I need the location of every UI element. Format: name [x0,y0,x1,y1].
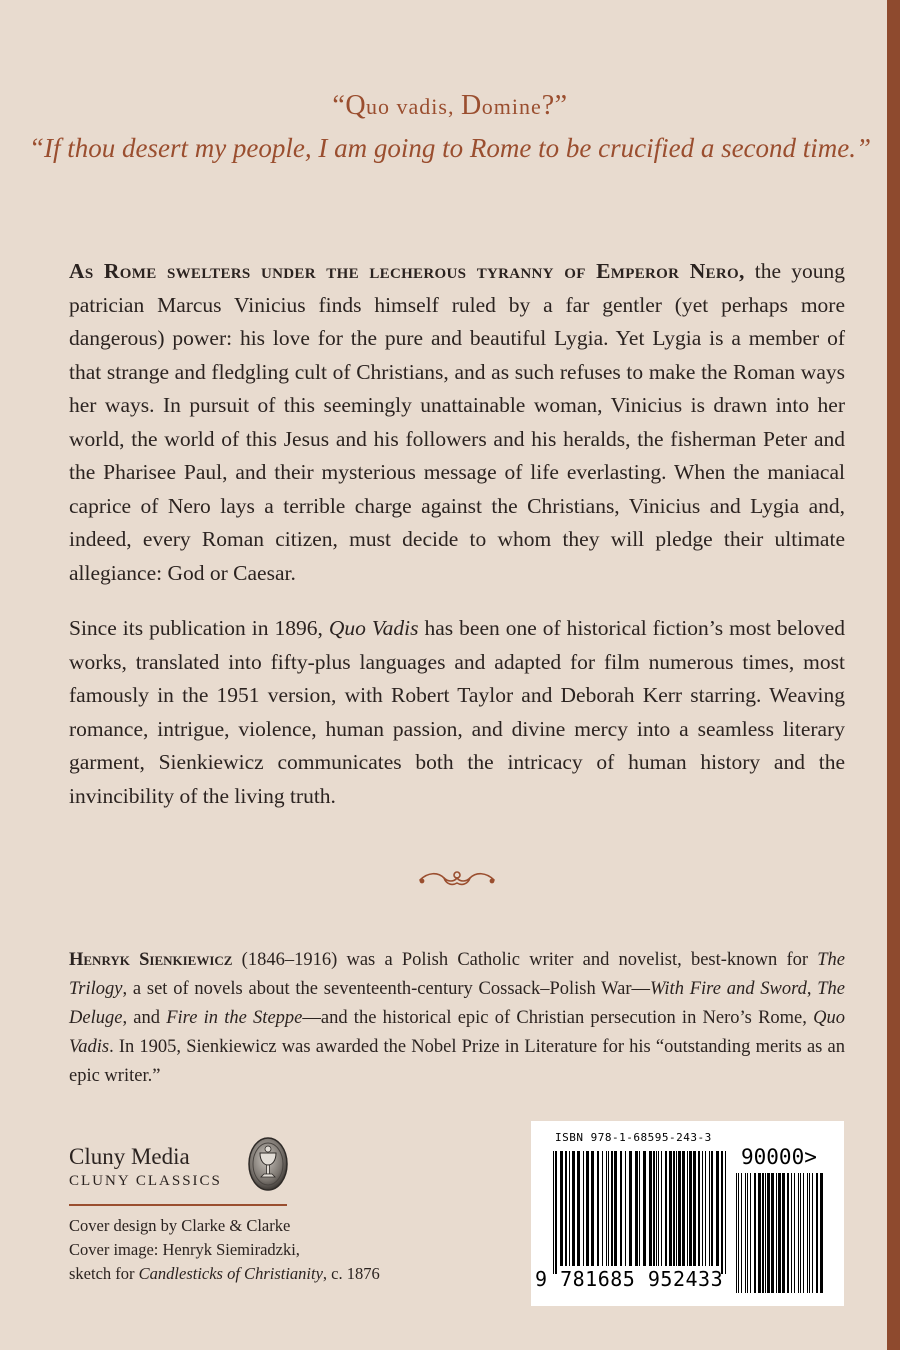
barcode-bar [709,1151,710,1266]
barcode-bar [767,1173,770,1293]
barcode-bar [765,1173,766,1293]
credit-design: Cover design by Clarke & Clarke [69,1216,291,1235]
barcode-bar [741,1173,742,1293]
barcode-bar [614,1151,617,1266]
barcode-bar [611,1151,613,1266]
flourish-ornament-icon [418,866,496,890]
barcode-bar [803,1173,804,1293]
barcode-bar [693,1151,696,1266]
barcode-bar [778,1173,781,1293]
barcode-bar [721,1151,723,1274]
barcode-bar [665,1151,667,1266]
barcode-bar [791,1173,792,1293]
barcode-bar [577,1151,580,1266]
epigraph-question: “Quo vadis, Domine?” [332,90,568,121]
barcode-bar [711,1151,713,1266]
barcode-bar [705,1151,706,1266]
barcode-bar [702,1151,703,1266]
barcode-bar [736,1173,737,1293]
author-name: Henryk Sienkiewicz [69,950,233,970]
barcode-bar [620,1151,622,1266]
barcode-bar [673,1151,675,1266]
barcode-bar [750,1173,751,1293]
barcode-bar [787,1173,789,1293]
barcode-bar [758,1173,761,1293]
barcode-bar [656,1151,657,1266]
isbn-barcode [531,1121,844,1306]
barcode-bar [606,1151,607,1266]
barcode-bar [738,1173,739,1293]
barcode-bar [807,1173,808,1293]
barcode-bar [762,1173,764,1293]
barcode-bar [643,1151,646,1266]
barcode-bar [649,1151,652,1266]
barcode-bar [661,1151,662,1266]
barcode-bar [754,1173,756,1293]
blurb-lead-in: As Rome swelters under the lecherous tyranny of Emperor Nero, [69,259,745,283]
barcode-bar [586,1151,589,1266]
barcode-bar [820,1173,823,1293]
barcode-bar [597,1151,599,1266]
barcode-bar [565,1151,567,1266]
blurb-paragraph-2: Since its publication in 1896, Quo Vadis has been one of historical fiction’s most beloved works, translated into fifty-plus languages and adapted for film numerous times, most famously in the 1951 version, with Robert Taylor and Deborah Kerr starring. Weaving romance, intrigue, violence, human passion, and divine mercy into a seamless literary garment, Sienkiewicz communicates both the intricacy of human history and the invincibility of the living truth. [69,616,845,808]
barcode-bar [816,1173,818,1293]
barcode-bar [625,1151,626,1266]
barcode-bar [608,1151,609,1266]
barcode-bar [669,1151,672,1266]
barcode-bar [745,1173,746,1293]
isbn-text: ISBN 978-1-68595-243-3 [555,1131,712,1144]
publisher-name: Cluny Media [69,1144,190,1169]
credit-image: Cover image: Henryk Siemiradzki, [69,1240,300,1259]
barcode-bar [782,1173,785,1293]
barcode-bar [555,1151,557,1274]
barcode-bar [658,1151,659,1266]
credit-image-source: sketch for Candlesticks of Christianity, c. 1876 [69,1264,380,1283]
barcode-bar [747,1173,748,1293]
ean-digits: 9 781685 952433 [535,1267,724,1291]
blurb-paragraph-1: As Rome swelters under the lecherous tyranny of Emperor Nero, the young patrician Marcus Vinicius finds himself ruled by a far gentler (yet perhaps more dangerous) power: his love for the pure and beautiful Lygia. Yet Lygia is a member of that strange and fledgling cult of Christians, and as such refuses to make the Roman ways her ways. In pursuit of this seemingly unattainable woman, Vinicius is drawn into her world, the world of this Jesus and his followers and his heralds, the fisherman Peter and the Pharisee Paul, and their mysterious message of life everlasting. When the maniacal caprice of Nero lays a terrible charge against the Christians, Vinicius and Lygia and, indeed, every Roman citizen, must decide to whom they will pledge their ultimate allegiance: God or Caesar. [69,259,845,585]
barcode-bar [569,1151,570,1266]
barcode-bar [583,1151,584,1266]
price-code: 90000> [741,1145,817,1169]
barcode-bar [776,1173,777,1293]
author-bio: Henryk Sienkiewicz (1846–1916) was a Polish Catholic writer and novelist, best-known for The Trilogy, a set of novels about the seventeenth-century Cossack–Polish War—With Fire and Sword, The Deluge, and Fire in the Steppe—and the historical epic of Christian persecution in Nero’s Rome, Quo Vadis. In 1905, Sienkiewicz was awarded the Nobel Prize in Literature for his “outstanding merits as an epic writer.” [69,950,846,1086]
barcode-bar [629,1151,632,1266]
barcode-bar [809,1173,810,1293]
barcode-bar [812,1173,813,1293]
spine-edge [887,0,900,1350]
barcode-bar [687,1151,688,1266]
barcode-bar [800,1173,801,1293]
barcode-bar [771,1173,774,1293]
barcode-bar [725,1151,726,1274]
barcode-bar [794,1173,795,1293]
series-name: CLUNY CLASSICS [69,1173,222,1189]
cover-credits [69,1214,380,1286]
barcode-bar [560,1151,563,1266]
barcode-bar [572,1151,575,1266]
publisher-rule [69,1204,287,1206]
barcode-bar [716,1151,719,1266]
barcode-bar [602,1151,603,1266]
barcode-bar [678,1151,681,1266]
book-title: Quo Vadis [328,616,419,640]
barcode-bar [798,1173,799,1293]
barcode-bar [591,1151,594,1266]
epigraph-answer: “If thou desert my people, I am going to Rome to be crucified a second time.” [28,133,872,163]
barcode-bar [635,1151,638,1266]
barcode-bar [639,1151,640,1266]
publisher-block [69,1143,222,1190]
barcode-bar [653,1151,655,1266]
chalice-seal-icon [247,1136,289,1192]
barcode-bar [676,1151,677,1266]
barcode-bar [682,1151,685,1266]
barcode-bar [698,1151,700,1266]
barcode-bar [553,1151,554,1274]
barcode-bar [689,1151,692,1266]
